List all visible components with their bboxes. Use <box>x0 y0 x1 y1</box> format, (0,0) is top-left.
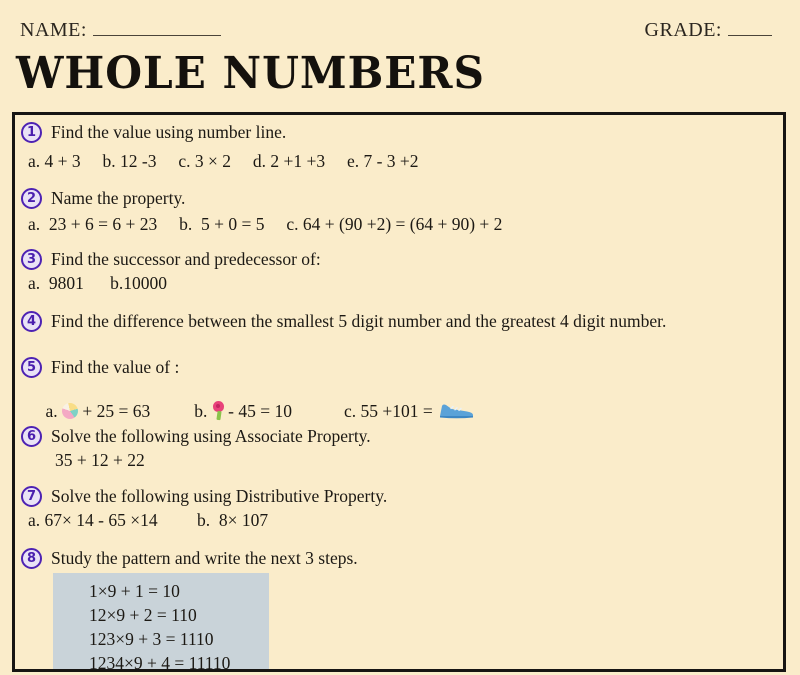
name-blank-line <box>93 18 221 36</box>
question-5b-suffix: - 45 = 10 <box>223 401 292 421</box>
question-6 <box>21 426 371 447</box>
grade-blank-line <box>728 18 772 36</box>
name-field-row <box>20 18 221 42</box>
question-5-text: Find the value of : <box>51 357 180 377</box>
question-5a-prefix: a. <box>45 401 63 421</box>
question-3-items: a. 9801 b.10000 <box>28 273 168 293</box>
question-4-number-badge: 4 <box>21 311 42 332</box>
question-3-text: Find the successor and predecessor of: <box>51 249 321 269</box>
question-6-text: Solve the following using Associate Property. <box>51 426 371 446</box>
question-3 <box>21 249 321 270</box>
pattern-line-3: 123×9 + 3 = 1110 <box>89 629 214 649</box>
question-1 <box>21 122 286 143</box>
question-7 <box>21 486 387 507</box>
pattern-line-4: 1234×9 + 4 = 11110 <box>89 653 231 673</box>
question-2-items: a. 23 + 6 = 6 + 23 b. 5 + 0 = 5 c. 64 + (90 +2) = (64 + 90) + 2 <box>28 214 503 234</box>
question-5c-prefix: c. 55 +101 = <box>343 401 438 421</box>
name-label: NAME: <box>20 19 87 41</box>
question-2-text: Name the property. <box>51 188 186 208</box>
question-5-number-badge: 5 <box>21 357 42 378</box>
worksheet-box <box>12 112 786 672</box>
question-8-text: Study the pattern and write the next 3 steps. <box>51 548 358 568</box>
question-2-number-badge: 2 <box>21 188 42 209</box>
question-4 <box>21 311 666 332</box>
question-1-items: a. 4 + 3 b. 12 -3 c. 3 × 2 d. 2 +1 +3 e. 7 - 3 +2 <box>28 151 419 171</box>
page-title: WHOLE NUMBERS <box>16 48 485 99</box>
question-5 <box>21 357 179 378</box>
question-3-number-badge: 3 <box>21 249 42 270</box>
ice-pop-icon <box>212 401 224 421</box>
question-1-text: Find the value using number line. <box>51 122 287 142</box>
question-2 <box>21 188 185 209</box>
sneaker-icon <box>437 400 475 420</box>
grade-label: GRADE: <box>644 19 722 41</box>
question-7-items: a. 67× 14 - 65 ×14 b. 8× 107 <box>28 510 269 530</box>
question-4-text: Find the difference between the smallest 5 digit number and the greatest 4 digit number. <box>51 311 667 331</box>
grade-field-row <box>645 18 772 42</box>
question-1-number-badge: 1 <box>21 122 42 143</box>
question-5a-suffix: + 25 = 63 <box>78 401 151 421</box>
question-8-number-badge: 8 <box>21 548 42 569</box>
question-7-number-badge: 7 <box>21 486 42 507</box>
question-6-expression: 35 + 12 + 22 <box>55 450 145 470</box>
question-8-pattern-box <box>53 573 269 673</box>
question-5b-prefix: b. <box>194 401 212 421</box>
question-8 <box>21 548 358 569</box>
question-6-number-badge: 6 <box>21 426 42 447</box>
pattern-line-2: 12×9 + 2 = 110 <box>89 605 197 625</box>
beach-ball-icon <box>62 403 78 419</box>
question-7-text: Solve the following using Distributive Property. <box>51 486 388 506</box>
pattern-line-1: 1×9 + 1 = 10 <box>89 581 180 601</box>
